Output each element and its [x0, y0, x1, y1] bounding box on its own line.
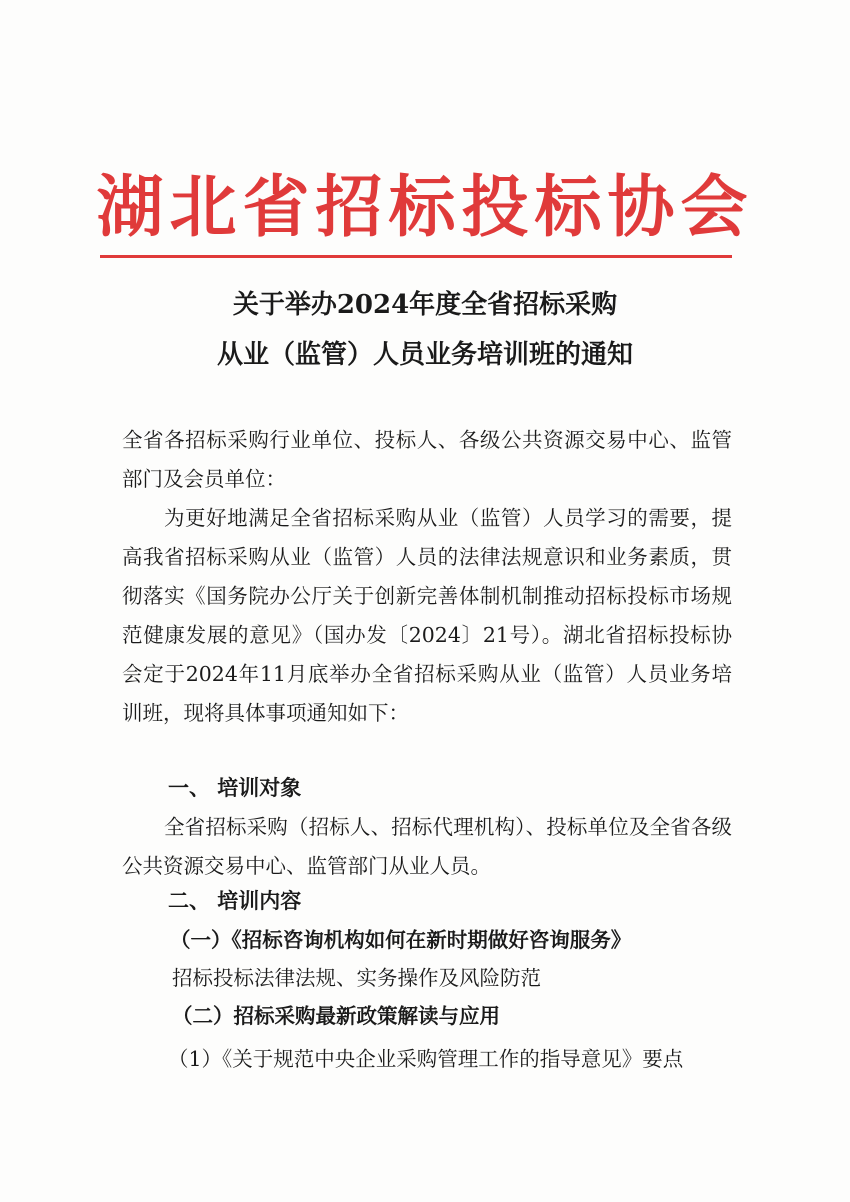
- section-2-heading: 二、 培训内容: [168, 889, 302, 913]
- salutation: 全省各招标采购行业单位、投标人、各级公共资源交易中心、监管部门及会员单位：: [122, 428, 732, 491]
- subsection-1-title: （一）《招标咨询机构如何在新时期做好咨询服务》: [170, 928, 632, 952]
- subsection-1-text: 招标投标法律法规、实务操作及风险防范: [172, 966, 541, 990]
- subsection-2-title: （二）招标采购最新政策解读与应用: [172, 1004, 500, 1028]
- organization-masthead: 湖北省招标投标协会: [96, 167, 754, 246]
- section-1-heading: 一、 培训对象: [168, 776, 302, 800]
- subsection-2-item-1: （1）《关于规范中央企业采购管理工作的指导意见》要点: [168, 1047, 684, 1071]
- document-title-line-1: 关于举办2024年度全省招标采购: [232, 290, 618, 320]
- section-1-paragraph: 全省招标采购（招标人、招标代理机构）、投标单位及全省各级公共资源交易中心、监管部门从业人员。: [122, 815, 732, 878]
- document-title-line-2: 从业（监管）人员业务培训班的通知: [216, 340, 633, 370]
- red-divider-line: [100, 255, 732, 258]
- intro-paragraph: 为更好地满足全省招标采购从业（监管）人员学习的需要，提高我省招标采购从业（监管）人员的法律法规意识和业务素质，贯彻落实《国务院办公厅关于创新完善体制机制推动招标投标市场规范健康发展的意见》（国办发〔2024〕21号）。湖北省招标投标协会定于2024年11月底举办全省招标采购从业（监管）人员业务培训班，现将具体事项通知如下：: [122, 506, 732, 725]
